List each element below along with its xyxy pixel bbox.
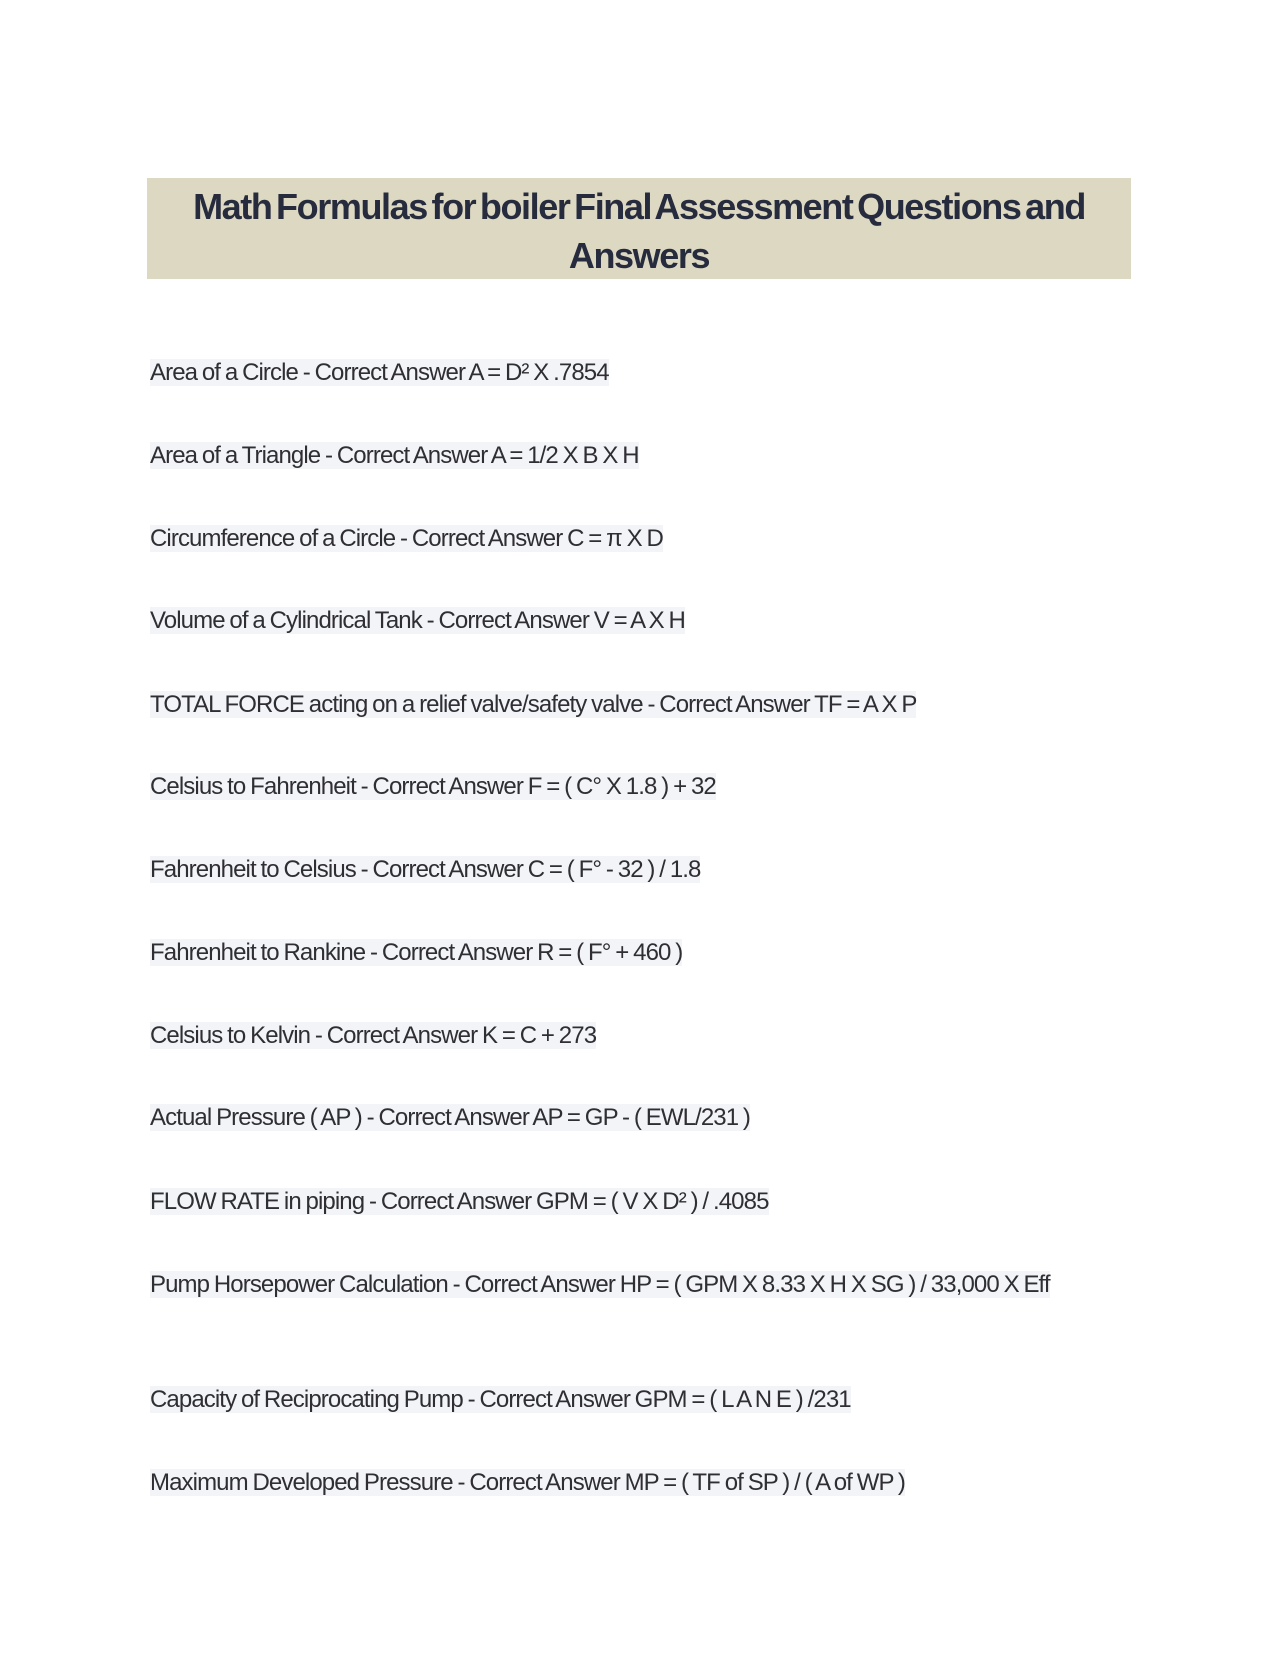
qa-item	[150, 522, 663, 555]
qa-item	[150, 936, 682, 969]
qa-item	[150, 356, 609, 389]
qa-text: TOTAL FORCE acting on a relief valve/safety valve - Correct Answer TF = A X P	[150, 691, 917, 718]
qa-text: Fahrenheit to Rankine - Correct Answer R = ( F° + 460 )	[150, 939, 683, 966]
qa-text: Area of a Circle - Correct Answer A = D² X .7854	[150, 359, 609, 386]
qa-item	[150, 1268, 1050, 1301]
qa-item	[150, 1383, 851, 1416]
qa-text: Maximum Developed Pressure - Correct Answer MP = ( TF of SP ) / ( A of WP )	[150, 1469, 905, 1496]
qa-text: Actual Pressure ( AP ) - Correct Answer AP = GP - ( EWL/231 )	[150, 1104, 751, 1131]
qa-item	[150, 439, 639, 472]
qa-text: Fahrenheit to Celsius - Correct Answer C = ( F° - 32 ) / 1.8	[150, 856, 701, 883]
qa-item	[150, 770, 716, 803]
qa-item	[150, 1466, 905, 1499]
qa-item	[150, 688, 916, 721]
qa-text: Pump Horsepower Calculation - Correct Answer HP = ( GPM X 8.33 X H X SG ) / 33,000 X Eff	[150, 1271, 1050, 1298]
qa-item	[150, 853, 700, 886]
qa-item	[150, 1019, 596, 1052]
qa-item	[150, 1185, 769, 1218]
qa-text: Celsius to Kelvin - Correct Answer K = C + 273	[150, 1022, 597, 1049]
title-banner	[147, 178, 1131, 279]
qa-text: Area of a Triangle - Correct Answer A = 1/2 X B X H	[150, 442, 639, 469]
qa-item	[150, 604, 685, 637]
qa-text: Celsius to Fahrenheit - Correct Answer F = ( C° X 1.8 ) + 32	[150, 773, 716, 800]
qa-text: Circumference of a Circle - Correct Answer C = π X D	[150, 525, 663, 552]
qa-item	[150, 1101, 750, 1134]
document-title: Math Formulas for boiler Final Assessment Questions and Answers	[193, 186, 1085, 276]
qa-text: FLOW RATE in piping - Correct Answer GPM = ( V X D² ) / .4085	[150, 1188, 769, 1215]
qa-text: Capacity of Reciprocating Pump - Correct Answer GPM = ( L A N E ) /231	[150, 1386, 851, 1413]
qa-text: Volume of a Cylindrical Tank - Correct Answer V = A X H	[150, 607, 685, 634]
